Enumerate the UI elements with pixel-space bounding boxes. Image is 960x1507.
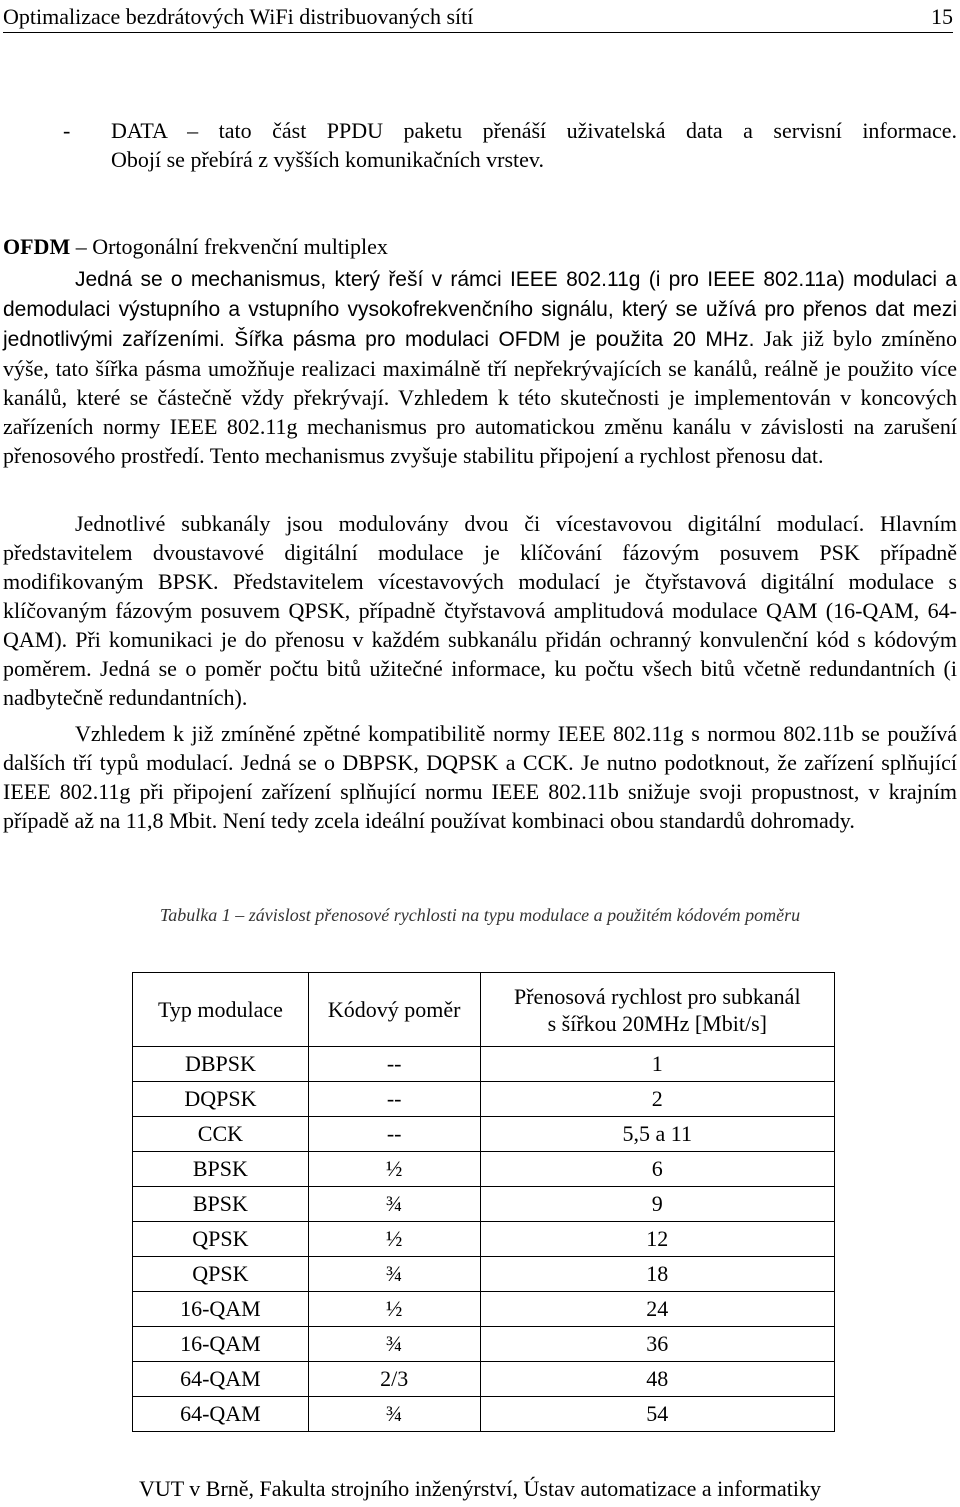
header-title: Optimalizace bezdrátových WiFi distribuovaných sítí — [3, 4, 474, 29]
cell-rate: 2 — [480, 1082, 834, 1117]
compatibility-paragraph: Vzhledem k již zmíněné zpětné kompatibilitě normy IEEE 802.11g s normou 802.11b se používá dalších tří typů modulací. Jedná se o DBPSK, DQPSK a CCK. Je nutno podotknout, že zařízení splňující IEEE 802.11g při připojení zařízení splňující normu IEEE 802.11b snižuje svoji propustnost, v krajním případě až na 11,8 Mbit. Není tedy zcela ideální používat kombinaci obou standardů dohromady. — [3, 721, 957, 833]
cell-code-rate: -- — [308, 1082, 480, 1117]
cell-modulation: DQPSK — [133, 1082, 309, 1117]
table-caption: Tabulka 1 – závislost přenosové rychlosti na typu modulace a použitém kódovém poměru — [159, 905, 801, 925]
table-row — [133, 1082, 835, 1117]
modulation-paragraph: Jednotlivé subkanály jsou modulovány dvou či vícestavovou digitální modulací. Hlavním představitelem dvoustavové digitální modulace je klíčování fázovým posuvem PSK případně modifikovaným BPSK. Představitelem vícestavových modulací je čtyřstavová digitální modulace s klíčovaným fázovým posuvem QPSK, případně čtyřstavová amplitudová modulace QAM (16-QAM, 64-QAM). Při komunikaci je do přenosu v každém subkanálu přidán ochranný konvulenční kód s kódovým poměrem. Jedná se o poměr počtu bitů užitečné informace, ku počtu všech bitů včetně redundantních (i nadbytečně redundantních). — [3, 511, 957, 710]
cell-modulation: 16-QAM — [133, 1327, 309, 1362]
ofdm-heading-bold: OFDM — [3, 234, 71, 259]
cell-modulation: QPSK — [133, 1257, 309, 1292]
cell-code-rate: ½ — [308, 1292, 480, 1327]
cell-code-rate: ¾ — [308, 1257, 480, 1292]
ofdm-heading-rest: – Ortogonální frekvenční multiplex — [70, 234, 388, 259]
table-row — [133, 1222, 835, 1257]
cell-modulation: CCK — [133, 1117, 309, 1152]
header-transfer-rate — [480, 973, 834, 1047]
table-row — [133, 1187, 835, 1222]
page-header — [3, 2, 953, 33]
table-row — [133, 1257, 835, 1292]
cell-rate: 54 — [480, 1397, 834, 1432]
cell-code-rate: -- — [308, 1117, 480, 1152]
cell-rate: 1 — [480, 1047, 834, 1082]
ofdm-paragraph — [3, 264, 957, 470]
bullet-dash: - — [63, 118, 71, 143]
cell-code-rate: 2/3 — [308, 1362, 480, 1397]
table-row — [133, 1397, 835, 1432]
table-row — [133, 1292, 835, 1327]
cell-modulation: QPSK — [133, 1222, 309, 1257]
page-footer: VUT v Brně, Fakulta strojního inženýrství, Ústav automatizace a informatiky — [138, 1476, 822, 1501]
header-transfer-rate-line2: s šířkou 20MHz [Mbit/s] — [547, 1010, 767, 1036]
table-header-row — [133, 973, 835, 1047]
cell-modulation: 16-QAM — [133, 1292, 309, 1327]
cell-rate: 18 — [480, 1257, 834, 1292]
cell-modulation: BPSK — [133, 1152, 309, 1187]
table-row — [133, 1327, 835, 1362]
ofdm-paragraph-serif: Jak již bylo zmíněno výše, tato šířka pásma umožňuje realizaci maximálně tří nepřekrývajících se kanálů, reálně je použito více kanálů, které se částečně vždy překrývají. Vzhledem k této skutečnosti je implementován v koncových zařízeních normy IEEE 802.11g mechanismus pro automatickou změnu kanálu v závislosti na zarušení přenosového prostředí. Tento mechanismus zvyšuje stabilitu připojení a rychlost přenosu dat. — [3, 326, 958, 468]
ofdm-heading — [3, 232, 957, 261]
cell-code-rate: ½ — [308, 1152, 480, 1187]
table-row — [133, 1047, 835, 1082]
page-number: 15 — [931, 4, 953, 29]
cell-rate: 5,5 a 11 — [480, 1117, 834, 1152]
bullet-line-2: Obojí se přebírá z vyšších komunikačních vrstev. — [111, 147, 544, 172]
cell-rate: 24 — [480, 1292, 834, 1327]
cell-modulation: DBPSK — [133, 1047, 309, 1082]
cell-rate: 12 — [480, 1222, 834, 1257]
cell-code-rate: ½ — [308, 1222, 480, 1257]
header-code-rate: Kódový poměr — [308, 973, 480, 1047]
cell-rate: 6 — [480, 1152, 834, 1187]
bullet-line-1: DATA – tato část PPDU paketu přenáší uživatelská data a servisní informace. — [111, 118, 957, 143]
cell-code-rate: -- — [308, 1047, 480, 1082]
cell-code-rate: ¾ — [308, 1397, 480, 1432]
ofdm-paragraph-sans: Jedná se o mechanismus, který řeší v rámci IEEE 802.11g (i pro IEEE 802.11a) modulaci a demodulaci výstupního a vstupního vysokofrekvenčního signálu, který se užívá pro přenos dat mezi jednotlivými zařízeními. Šířka pásma pro modulaci OFDM je použita 20 MHz. — [3, 268, 957, 351]
cell-rate: 9 — [480, 1187, 834, 1222]
modulation-table — [132, 972, 835, 1432]
cell-modulation: BPSK — [133, 1187, 309, 1222]
cell-modulation: 64-QAM — [133, 1362, 309, 1397]
cell-code-rate: ¾ — [308, 1327, 480, 1362]
cell-rate: 36 — [480, 1327, 834, 1362]
header-transfer-rate-line1: Přenosová rychlost pro subkanál — [514, 983, 801, 1009]
table-row — [133, 1152, 835, 1187]
table-row — [133, 1117, 835, 1152]
header-modulation-type: Typ modulace — [133, 973, 309, 1047]
data-bullet-item — [3, 116, 957, 174]
cell-rate: 48 — [480, 1362, 834, 1397]
table-row — [133, 1362, 835, 1397]
cell-code-rate: ¾ — [308, 1187, 480, 1222]
cell-modulation: 64-QAM — [133, 1397, 309, 1432]
